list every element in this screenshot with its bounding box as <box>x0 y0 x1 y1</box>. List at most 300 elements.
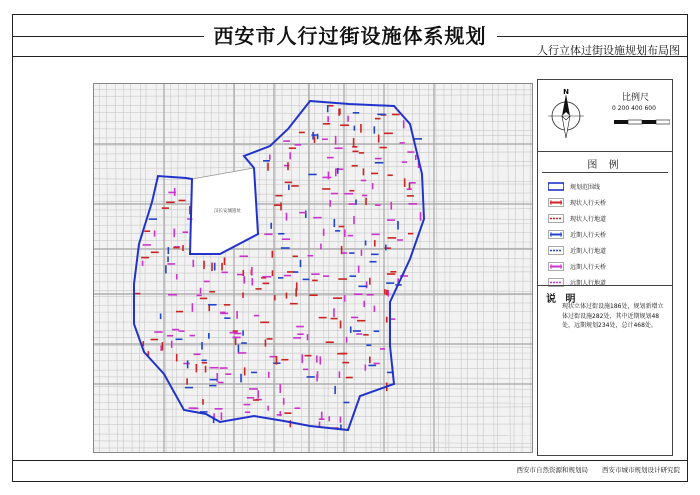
underpass-existing-marker <box>374 240 376 246</box>
overpass-far-marker <box>400 142 405 144</box>
legend-label: 现状人行天桥 <box>570 200 607 207</box>
underpass-existing-marker <box>340 321 342 329</box>
legend-item <box>548 196 668 209</box>
overpass-existing-marker <box>224 304 230 306</box>
legend-label: 远期人行天桥 <box>570 264 607 271</box>
underpass-near-marker <box>350 275 357 277</box>
overpass-far-marker <box>221 412 223 420</box>
underpass-far-marker <box>289 152 291 159</box>
overpass-existing-marker <box>309 294 317 296</box>
overpass-existing-marker <box>255 288 261 290</box>
underpass-far-marker <box>142 261 144 266</box>
overpass-near-marker <box>293 271 298 273</box>
overpass-far-marker <box>415 155 417 160</box>
overpass-existing-marker <box>349 190 354 192</box>
footer-org-2: 西安市城市规划设计研究院 <box>602 466 680 474</box>
overpass-far-marker <box>409 203 418 205</box>
underpass-far-marker <box>374 306 376 312</box>
overpass-near-marker <box>353 330 361 332</box>
notes-text: 现状立体过街设施186处，规划新增立体过街设施282处，其中近期规划48处，远期规划234处，总计468处。 <box>562 303 664 329</box>
underpass-far-marker <box>367 294 374 296</box>
overpass-existing-marker <box>342 362 349 364</box>
overpass-existing-marker <box>267 163 269 171</box>
map-subtitle: 人行立体过街设施规划布局图 <box>537 44 680 57</box>
overpass-far-marker <box>316 355 318 362</box>
underpass-existing-marker <box>162 207 169 209</box>
underpass-far-marker <box>317 371 319 378</box>
overpass-existing-marker <box>260 322 269 324</box>
overpass-near-marker <box>201 360 206 362</box>
underpass-far-marker <box>349 203 356 205</box>
underpass-near-marker <box>374 330 380 332</box>
overpass-near-icon <box>548 230 564 239</box>
underpass-existing-marker <box>408 233 413 235</box>
overpass-far-marker <box>380 348 385 350</box>
overpass-far-marker <box>183 363 189 365</box>
underpass-far-marker <box>328 172 330 180</box>
overpass-existing-marker <box>409 183 411 189</box>
underpass-near-marker <box>168 247 170 254</box>
underpass-far-marker <box>299 212 306 214</box>
legend-divider <box>542 172 668 173</box>
overpass-existing-marker <box>253 399 259 401</box>
overpass-far-marker <box>333 308 335 317</box>
overpass-existing-icon <box>548 198 564 207</box>
overpass-existing-marker <box>314 136 316 143</box>
underpass-existing-marker <box>404 178 406 187</box>
overpass-far-marker <box>307 255 313 257</box>
underpass-far-marker <box>172 329 179 331</box>
underpass-far-marker <box>283 140 290 142</box>
underpass-near-marker <box>176 338 183 340</box>
overpass-far-marker <box>221 272 228 274</box>
overpass-existing-marker <box>208 305 210 311</box>
overpass-far-marker <box>220 312 225 314</box>
underpass-near-marker <box>305 211 307 218</box>
overpass-existing-marker <box>331 318 338 320</box>
footer <box>517 465 681 474</box>
overpass-far-marker <box>196 295 201 297</box>
overpass-existing-marker <box>173 247 179 249</box>
underpass-far-marker <box>270 356 277 358</box>
overpass-far-marker <box>257 390 259 398</box>
overpass-existing-marker <box>275 195 282 197</box>
underpass-existing-marker <box>224 257 226 265</box>
overpass-existing-marker <box>384 133 393 135</box>
overpass-far-marker <box>167 263 174 265</box>
north-label: N <box>563 88 569 96</box>
overpass-near-marker <box>311 134 316 136</box>
district-label: 汉长安城遗址 <box>214 209 241 214</box>
underpass-existing-marker <box>179 200 186 202</box>
underpass-near-marker <box>201 342 203 350</box>
underpass-far-marker <box>279 384 281 393</box>
overpass-near-marker <box>334 386 336 394</box>
underpass-near-marker <box>187 360 189 368</box>
underpass-far-marker <box>215 408 223 410</box>
underpass-near-marker <box>337 168 339 174</box>
overpass-far-marker <box>296 326 304 328</box>
underpass-existing-marker <box>265 340 267 347</box>
city-map <box>94 84 533 453</box>
underpass-near-marker <box>224 317 230 319</box>
overpass-existing-marker <box>333 297 342 299</box>
underpass-far-marker <box>168 192 175 194</box>
page-title: 西安市人行过街设施体系规划 <box>0 20 700 49</box>
underpass-near-marker <box>366 344 371 346</box>
overpass-existing-marker <box>200 298 207 300</box>
overpass-existing-marker <box>203 261 205 269</box>
overpass-existing-marker <box>244 367 246 375</box>
underpass-far-marker <box>183 231 189 233</box>
overpass-near-marker <box>385 245 387 251</box>
overpass-existing-marker <box>292 256 297 258</box>
overpass-far-marker <box>402 161 407 163</box>
overpass-existing-marker <box>281 359 288 361</box>
underpass-existing-icon <box>548 214 564 223</box>
underpass-far-marker <box>251 278 253 285</box>
overpass-near-marker <box>185 387 193 389</box>
overpass-far-marker <box>351 317 358 319</box>
footer-org-1: 西安市自然资源和规划局 <box>516 466 588 474</box>
overpass-far-marker <box>189 407 197 409</box>
underpass-far-marker <box>321 412 323 420</box>
overpass-existing-marker <box>272 251 274 258</box>
underpass-far-marker <box>344 295 346 301</box>
underpass-existing-marker <box>363 334 369 336</box>
overpass-existing-marker <box>387 273 395 275</box>
underpass-far-marker <box>282 238 290 240</box>
overpass-existing-marker <box>338 109 340 116</box>
overpass-near-marker <box>350 326 352 332</box>
overpass-existing-marker <box>390 271 396 273</box>
underpass-far-marker <box>168 294 177 296</box>
overpass-near-marker <box>374 126 376 133</box>
overpass-near-marker <box>377 114 385 116</box>
underpass-existing-marker <box>341 353 348 355</box>
overpass-far-marker <box>236 311 238 319</box>
legend-item <box>548 260 668 273</box>
overpass-existing-marker <box>326 341 334 343</box>
underpass-existing-marker <box>289 147 296 149</box>
underpass-far-marker <box>375 158 382 160</box>
legend-item <box>548 212 668 225</box>
underpass-far-marker <box>356 333 362 335</box>
underpass-near-marker <box>365 240 367 245</box>
underpass-far-marker <box>363 301 365 307</box>
overpass-existing-marker <box>287 162 289 170</box>
notes-title: 说 明 <box>546 294 579 305</box>
underpass-existing-marker <box>211 263 213 272</box>
overpass-far-marker <box>327 116 329 122</box>
overpass-existing-marker <box>322 188 330 190</box>
overpass-far-marker <box>154 230 156 236</box>
overpass-far-marker <box>216 373 218 382</box>
overpass-existing-marker <box>242 292 244 297</box>
overpass-existing-marker <box>387 174 392 176</box>
underpass-far-marker <box>176 274 178 279</box>
overpass-far-marker <box>192 303 194 312</box>
overpass-far-marker <box>347 116 349 122</box>
underpass-near-marker <box>349 252 354 254</box>
overpass-near-marker <box>358 286 367 288</box>
underpass-far-marker <box>344 193 353 195</box>
overpass-far-marker <box>339 371 341 378</box>
overpass-existing-marker <box>371 173 378 175</box>
underpass-far-marker <box>323 229 325 236</box>
overpass-far-marker <box>293 337 301 339</box>
underpass-near-marker <box>327 105 329 112</box>
legend-item <box>548 228 668 241</box>
overpass-existing-marker <box>378 135 380 143</box>
legend-label: 规划范围线 <box>570 184 601 191</box>
overpass-near-marker <box>149 218 157 220</box>
underpass-near-marker <box>278 233 284 235</box>
overpass-far-marker <box>268 372 270 378</box>
underpass-far-marker <box>372 183 374 189</box>
underpass-far-marker <box>171 341 173 348</box>
overpass-far-marker <box>371 234 379 236</box>
overpass-far-marker <box>269 155 271 160</box>
underpass-far-marker <box>420 212 422 221</box>
overpass-far-marker <box>239 255 248 257</box>
legend-label: 远期人行地道 <box>570 280 607 287</box>
overpass-near-marker <box>208 304 216 306</box>
underpass-far-marker <box>179 330 185 332</box>
underpass-existing-marker <box>280 202 282 210</box>
overpass-far-marker <box>342 252 347 254</box>
overpass-near-marker <box>160 314 162 320</box>
legend-item <box>548 180 668 193</box>
overpass-existing-marker <box>379 147 386 149</box>
underpass-near-marker <box>210 379 217 381</box>
overpass-far-marker <box>244 404 251 406</box>
overpass-existing-marker <box>196 364 198 372</box>
overpass-far-marker <box>373 363 379 365</box>
overpass-far-marker <box>340 417 342 423</box>
overpass-existing-marker <box>312 280 318 282</box>
overpass-near-marker <box>354 126 356 131</box>
underpass-near-marker <box>238 344 240 352</box>
legend-item <box>548 244 668 257</box>
overpass-existing-marker <box>386 317 388 323</box>
overpass-far-marker <box>249 388 258 390</box>
overpass-existing-marker <box>328 105 333 107</box>
underpass-far-marker <box>277 414 282 416</box>
overpass-far-marker <box>358 266 360 273</box>
overpass-far-marker <box>251 267 253 276</box>
overpass-far-marker <box>232 337 240 339</box>
overpass-near-marker <box>397 221 399 230</box>
north-arrow-icon <box>546 86 586 146</box>
overpass-near-marker <box>208 333 210 339</box>
underpass-existing-marker <box>209 291 215 293</box>
overpass-existing-marker <box>176 354 178 362</box>
overpass-near-marker <box>241 342 247 344</box>
legend-label: 近期人行地道 <box>570 248 607 255</box>
overpass-near-marker <box>375 162 384 164</box>
underpass-near-marker <box>281 247 290 249</box>
underpass-far-marker <box>348 235 354 237</box>
underpass-far-marker <box>286 213 288 221</box>
overpass-existing-marker <box>166 202 174 204</box>
overpass-far-marker <box>323 275 329 277</box>
scale-section <box>538 80 672 152</box>
underpass-near-marker <box>371 254 379 256</box>
overpass-near-marker <box>355 200 357 205</box>
overpass-near-marker <box>308 174 316 176</box>
underpass-near-marker <box>263 160 270 162</box>
legend-title: 图 例 <box>587 160 623 171</box>
overpass-far-marker <box>204 281 210 283</box>
overpass-far-marker <box>344 229 346 237</box>
underpass-existing-marker <box>182 245 184 251</box>
underpass-far-marker <box>225 373 231 375</box>
overpass-near-marker <box>167 256 169 262</box>
overpass-existing-marker <box>263 283 270 285</box>
underpass-near-marker <box>300 260 302 267</box>
underpass-existing-marker <box>141 257 149 259</box>
overpass-existing-marker <box>202 399 204 405</box>
overpass-far-marker <box>243 276 245 283</box>
underpass-far-marker <box>319 356 321 364</box>
overpass-existing-marker <box>388 237 397 239</box>
overpass-far-marker <box>210 367 219 369</box>
overpass-near-marker <box>165 265 167 273</box>
underpass-far-marker <box>366 281 368 288</box>
overpass-far-marker <box>279 411 281 416</box>
overpass-existing-marker <box>319 317 327 319</box>
overpass-far-marker <box>160 345 162 351</box>
underpass-existing-marker <box>386 290 388 296</box>
boundary-icon <box>548 182 564 191</box>
underpass-existing-marker <box>274 204 281 206</box>
underpass-far-marker <box>193 260 195 267</box>
underpass-far-marker <box>143 244 151 246</box>
underpass-existing-marker <box>221 263 223 271</box>
underpass-existing-marker <box>384 289 386 295</box>
underpass-near-marker <box>368 365 376 367</box>
overpass-existing-marker <box>205 366 207 373</box>
overpass-existing-marker <box>352 165 358 167</box>
underpass-near-marker <box>370 261 377 263</box>
overpass-existing-marker <box>233 330 238 332</box>
footer-rule <box>12 460 688 461</box>
overpass-existing-marker <box>272 270 274 276</box>
overpass-far-marker <box>230 332 238 334</box>
underpass-far-marker <box>245 411 250 413</box>
overpass-far-marker <box>388 290 390 297</box>
underpass-far-marker <box>328 416 330 421</box>
legend-list <box>548 180 668 292</box>
underpass-far-marker <box>284 275 291 277</box>
map-canvas[interactable] <box>93 83 533 453</box>
overpass-near-marker <box>242 330 244 335</box>
overpass-existing-marker <box>286 293 288 299</box>
overpass-far-marker <box>390 202 392 210</box>
underpass-far-marker <box>331 193 338 195</box>
overpass-far-marker <box>237 274 243 276</box>
overpass-existing-marker <box>369 278 371 285</box>
scale-title: 比例尺 <box>622 93 650 103</box>
overpass-far-marker <box>354 293 363 295</box>
overpass-existing-marker <box>151 252 159 254</box>
overpass-existing-marker <box>285 182 292 184</box>
underpass-far-marker <box>303 369 308 371</box>
overpass-existing-marker <box>363 168 365 175</box>
overpass-existing-marker <box>274 295 276 300</box>
overpass-near-marker <box>343 402 349 404</box>
overpass-far-marker <box>297 333 303 335</box>
overpass-far-marker <box>295 144 302 146</box>
underpass-near-marker <box>317 134 319 139</box>
underpass-far-marker <box>327 157 334 159</box>
overpass-existing-marker <box>296 282 298 290</box>
underpass-existing-marker <box>369 357 371 364</box>
overpass-far-marker <box>295 407 301 409</box>
underpass-existing-marker <box>375 118 381 120</box>
underpass-far-marker <box>167 335 173 337</box>
overpass-existing-marker <box>144 230 150 232</box>
overpass-far-marker <box>361 250 363 256</box>
legend-label: 现状人行地道 <box>570 216 607 223</box>
overpass-far-marker <box>267 406 269 411</box>
underpass-far-marker <box>313 217 321 219</box>
underpass-far-marker <box>320 244 322 250</box>
overpass-far-marker <box>407 151 414 153</box>
overpass-near-marker <box>353 112 359 114</box>
scale-bar <box>614 114 670 128</box>
overpass-existing-marker <box>134 293 140 295</box>
overpass-far-marker <box>247 397 254 399</box>
overpass-existing-marker <box>290 303 298 305</box>
underpass-near-marker <box>303 279 310 281</box>
overpass-far-marker <box>311 273 319 275</box>
notes-section <box>538 285 672 455</box>
underpass-existing-marker <box>346 377 353 379</box>
overpass-far-marker <box>365 364 367 370</box>
side-panel <box>537 79 673 456</box>
underpass-far-marker <box>334 147 342 149</box>
overpass-far-marker <box>362 195 367 197</box>
overpass-existing-marker <box>151 339 158 341</box>
overpass-far-marker <box>254 315 259 317</box>
scale-ticks: 0 200 400 600 <box>612 105 656 112</box>
overpass-near-marker <box>270 223 272 229</box>
overpass-existing-marker <box>407 195 414 197</box>
overpass-near-marker <box>307 376 315 378</box>
underpass-near-marker <box>278 277 283 279</box>
overpass-far-marker <box>194 354 201 356</box>
underpass-far-marker <box>361 180 366 182</box>
overpass-far-marker <box>397 239 403 241</box>
overpass-far-icon <box>548 262 564 271</box>
overpass-existing-marker <box>338 278 347 280</box>
underpass-existing-marker <box>243 270 245 276</box>
underpass-existing-marker <box>352 151 358 153</box>
overpass-far-marker <box>335 136 337 145</box>
underpass-near-marker <box>288 185 290 190</box>
underpass-far-marker <box>264 233 272 235</box>
overpass-far-marker <box>200 288 202 294</box>
underpass-existing-marker <box>392 114 400 116</box>
underpass-existing-marker <box>305 355 312 357</box>
legend-label: 近期人行天桥 <box>570 232 607 239</box>
underpass-existing-marker <box>176 311 183 313</box>
overpass-far-marker <box>375 204 381 206</box>
underpass-far-marker <box>262 276 271 278</box>
underpass-near-marker <box>209 385 216 387</box>
